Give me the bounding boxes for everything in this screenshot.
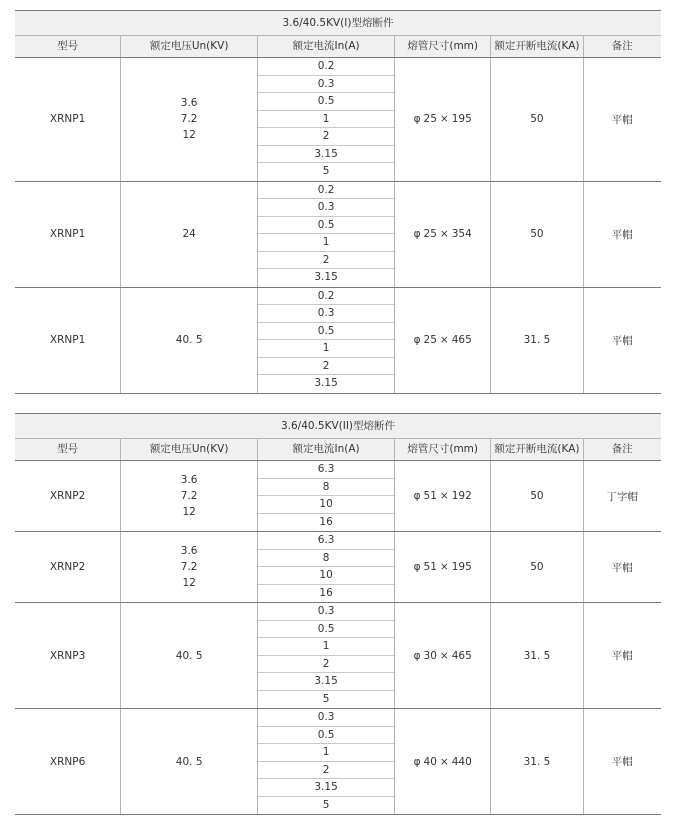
current-value: 10	[258, 496, 394, 514]
voltage-cell	[121, 58, 258, 181]
times-symbol: ×	[439, 561, 449, 573]
tube-length: 195	[451, 113, 472, 126]
current-value: 0.2	[258, 58, 394, 76]
tube-size-cell	[395, 461, 491, 531]
current-value: 0.2	[258, 288, 394, 306]
current-value: 0.3	[258, 709, 394, 727]
voltage-value: 24	[182, 228, 196, 240]
current-value: 8	[258, 550, 394, 568]
current-value: 8	[258, 479, 394, 497]
header-model: 型号	[15, 439, 121, 460]
tube-size-cell	[395, 182, 491, 287]
voltage-value: 7.2	[180, 113, 198, 126]
phi-symbol: φ	[413, 334, 421, 346]
fuse-table-type-2	[15, 413, 661, 815]
phi-symbol: φ	[413, 490, 421, 502]
tube-size-cell	[395, 58, 491, 181]
current-value: 5	[322, 165, 330, 177]
note-cell: 平帽	[611, 334, 633, 347]
note-cell: 平帽	[611, 561, 633, 574]
current-value: 0.5	[258, 727, 394, 745]
current-value: 2	[258, 128, 394, 146]
voltage-cell	[121, 603, 258, 708]
tube-size-cell	[395, 288, 491, 393]
header-voltage: 额定电压Un(KV)	[121, 36, 258, 57]
current-value: 0.5	[258, 93, 394, 111]
tube-diameter: 51	[423, 561, 437, 573]
voltage-value: 12	[182, 506, 196, 518]
table-title: 3.6/40.5KV(I)型熔断件	[15, 10, 661, 36]
tube-length: 440	[451, 755, 472, 768]
current-value: 3.15	[258, 779, 394, 797]
tube-diameter: 30	[423, 649, 437, 662]
current-cell	[258, 603, 395, 708]
voltage-value: 7.2	[180, 561, 198, 573]
current-value: 1	[258, 340, 394, 358]
tube-diameter: 25	[423, 334, 437, 346]
table-body	[15, 461, 661, 815]
breaking-current-cell: 50	[491, 58, 583, 181]
header-row	[15, 439, 661, 461]
current-value: 6.3	[258, 532, 394, 550]
times-symbol: ×	[439, 228, 449, 240]
current-value: 0.3	[258, 199, 394, 217]
model-cell: XRNP2	[15, 532, 121, 602]
current-value: 3.15	[258, 146, 394, 164]
header-current: 额定电流In(A)	[258, 439, 395, 460]
current-cell	[258, 461, 395, 531]
breaking-current-cell: 50	[491, 182, 583, 287]
current-cell	[258, 532, 395, 602]
model-cell: XRNP1	[15, 182, 121, 287]
current-value: 1	[258, 234, 394, 252]
tube-length: 354	[451, 228, 472, 240]
current-value: 3.15	[314, 377, 338, 389]
model-cell: XRNP6	[15, 709, 121, 814]
header-voltage: 额定电压Un(KV)	[121, 439, 258, 460]
current-value: 10	[258, 567, 394, 585]
current-value: 0.5	[258, 323, 394, 341]
tube-diameter: 51	[423, 490, 437, 502]
tube-length: 192	[451, 490, 472, 502]
current-value: 2	[258, 358, 394, 376]
current-cell	[258, 58, 395, 181]
current-value: 1	[258, 744, 394, 762]
header-note: 备注	[611, 443, 633, 455]
current-value: 5	[322, 798, 330, 811]
current-cell	[258, 182, 395, 287]
current-value: 0.3	[258, 305, 394, 323]
header-model: 型号	[15, 36, 121, 57]
times-symbol: ×	[439, 113, 449, 126]
current-value: 2	[258, 252, 394, 270]
times-symbol: ×	[439, 755, 449, 768]
current-value: 0.5	[258, 217, 394, 235]
table-row-group	[15, 603, 661, 709]
current-value: 0.3	[258, 603, 394, 621]
table-title: 3.6/40.5KV(II)型熔断件	[15, 413, 661, 439]
tube-size-cell	[395, 532, 491, 602]
times-symbol: ×	[439, 649, 449, 662]
current-value: 6.3	[258, 461, 394, 479]
current-value: 1	[258, 638, 394, 656]
note-cell: 平帽	[611, 113, 633, 126]
current-value: 1	[258, 111, 394, 129]
breaking-current-cell: 50	[491, 461, 583, 531]
times-symbol: ×	[439, 334, 449, 346]
model-cell: XRNP1	[15, 288, 121, 393]
tube-diameter: 40	[423, 755, 437, 768]
table-row-group	[15, 58, 661, 182]
tube-diameter: 25	[423, 228, 437, 240]
breaking-current-cell: 31. 5	[491, 709, 583, 814]
voltage-value: 3.6	[180, 545, 198, 557]
voltage-cell	[121, 461, 258, 531]
header-current: 额定电流In(A)	[258, 36, 395, 57]
voltage-value: 3.6	[180, 474, 198, 486]
tube-size-cell	[395, 709, 491, 814]
voltage-cell	[121, 182, 258, 287]
tube-length: 195	[451, 561, 472, 573]
header-note: 备注	[611, 40, 633, 52]
voltage-cell	[121, 709, 258, 814]
current-value: 16	[319, 586, 333, 599]
voltage-value: 3.6	[180, 97, 198, 110]
note-cell: 平帽	[611, 650, 633, 662]
voltage-cell	[121, 288, 258, 393]
model-cell: XRNP2	[15, 461, 121, 531]
current-value: 3.15	[314, 271, 338, 283]
current-value: 3.15	[258, 673, 394, 691]
tube-size-cell	[395, 603, 491, 708]
voltage-cell	[121, 532, 258, 602]
voltage-value: 7.2	[180, 490, 198, 502]
header-tube-size: 熔管尺寸(mm)	[395, 36, 491, 57]
voltage-value: 40. 5	[175, 649, 203, 662]
breaking-current-cell: 31. 5	[491, 288, 583, 393]
note-cell: 平帽	[611, 228, 633, 241]
tube-length: 465	[451, 334, 472, 346]
phi-symbol: φ	[413, 561, 421, 573]
note-cell: 丁字帽	[606, 490, 639, 503]
table-row-group	[15, 461, 661, 532]
breaking-current-cell: 31. 5	[491, 603, 583, 708]
tube-diameter: 25	[423, 113, 437, 126]
current-value: 2	[258, 762, 394, 780]
current-value: 0.5	[258, 621, 394, 639]
phi-symbol: φ	[413, 228, 421, 240]
table-row-group	[15, 709, 661, 815]
current-value: 0.3	[258, 76, 394, 94]
phi-symbol: φ	[413, 113, 421, 126]
voltage-value: 40. 5	[175, 334, 203, 346]
header-breaking-current: 额定开断电流(KA)	[491, 439, 583, 460]
phi-symbol: φ	[413, 649, 421, 662]
table-row-group	[15, 532, 661, 603]
fuse-table-type-1	[15, 10, 661, 394]
current-value: 2	[258, 656, 394, 674]
current-value: 0.2	[258, 182, 394, 200]
current-cell	[258, 709, 395, 814]
note-cell: 平帽	[611, 756, 633, 768]
header-breaking-current: 额定开断电流(KA)	[491, 36, 583, 57]
tube-length: 465	[451, 649, 472, 662]
current-value: 16	[319, 515, 333, 528]
current-value: 5	[322, 692, 330, 705]
times-symbol: ×	[439, 490, 449, 502]
voltage-value: 12	[182, 129, 196, 142]
model-cell: XRNP1	[15, 58, 121, 181]
table-body	[15, 58, 661, 394]
model-cell: XRNP3	[15, 603, 121, 708]
phi-symbol: φ	[413, 755, 421, 768]
table-row-group	[15, 288, 661, 394]
header-row	[15, 36, 661, 58]
voltage-value: 40. 5	[175, 755, 203, 768]
voltage-value: 12	[182, 577, 196, 589]
current-cell	[258, 288, 395, 393]
breaking-current-cell: 50	[491, 532, 583, 602]
table-row-group	[15, 182, 661, 288]
header-tube-size: 熔管尺寸(mm)	[395, 439, 491, 460]
